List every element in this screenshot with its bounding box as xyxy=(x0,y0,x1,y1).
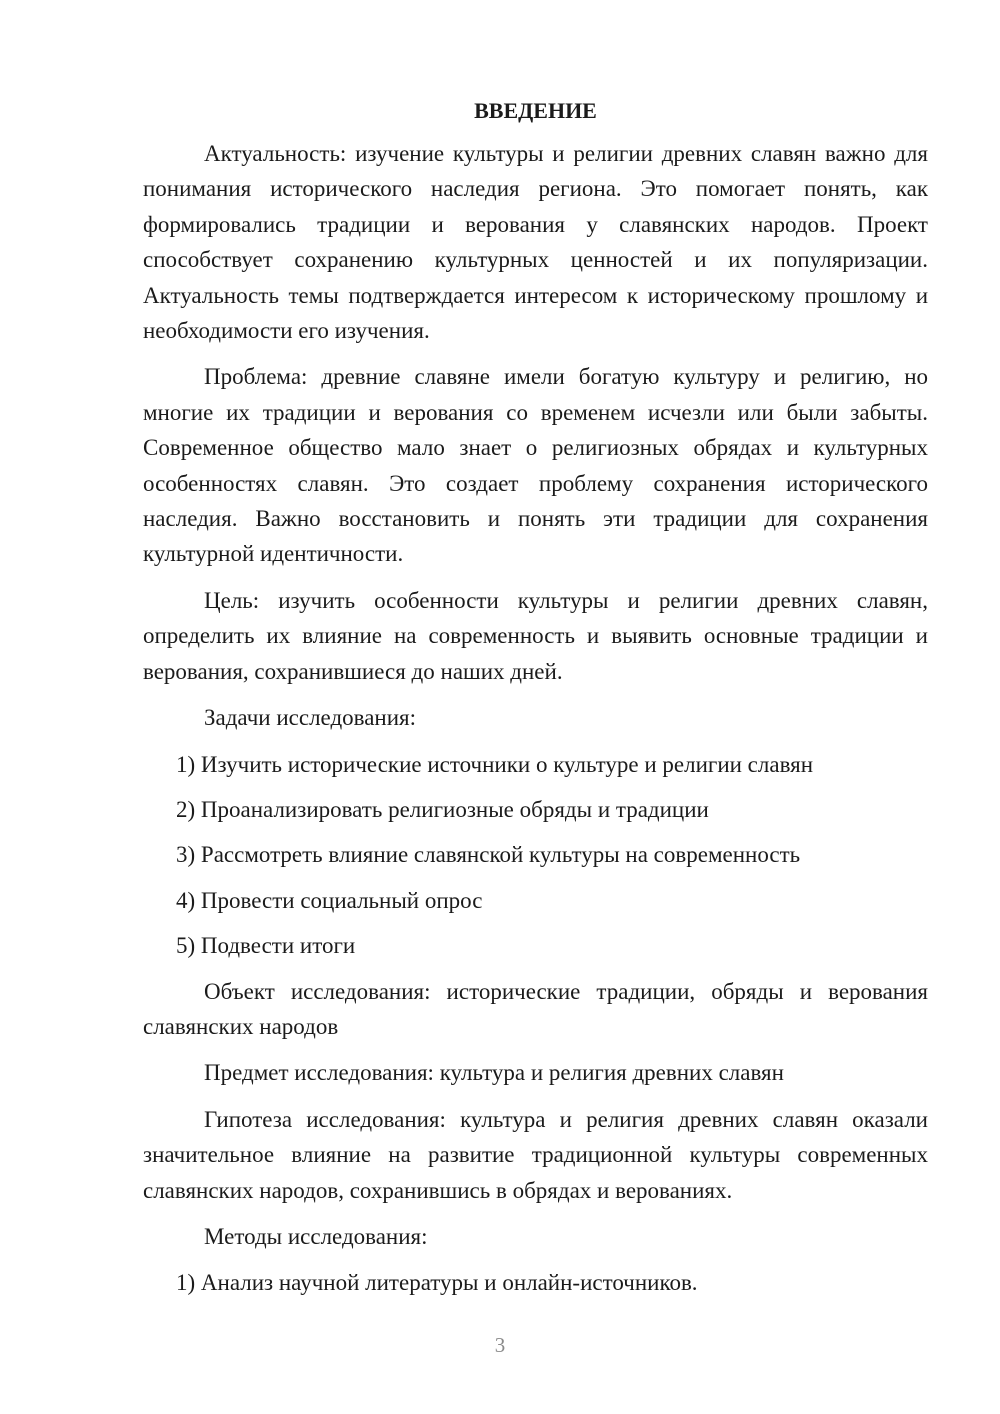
task-item-1: 1) Изучить исторические источники о культуре и религии славян xyxy=(176,751,814,777)
hypothesis-paragraph: Гипотеза исследования: культура и религия древних славян оказали значительное влияние на развитие традиционной культуры современных славянских народов, сохранившись в обрядах и верованиях. xyxy=(143,1106,928,1203)
tasks-heading: Задачи исследования: xyxy=(204,705,417,731)
task-item-2: 2) Проанализировать религиозные обряды и традиции xyxy=(176,796,709,822)
page-number: 3 xyxy=(494,1333,506,1357)
document-page xyxy=(143,92,928,1311)
task-item-5: 5) Подвести итоги xyxy=(176,933,356,959)
problem-paragraph: Проблема: древние славяне имели богатую культуру и религию, но многие их традиции и верования со временем исчезли или были забыты. Современное общество мало знает о религиозных обрядах и культурных особенностях славян. Это создает проблему сохранения исторического наследия. Важно восстановить и понять эти традиции для сохранения культурной идентичности. xyxy=(143,364,928,567)
subject-paragraph: Предмет исследования: культура и религия древних славян xyxy=(204,1060,784,1086)
goal-paragraph: Цель: изучить особенности культуры и религии древних славян, определить их влияние на современность и выявить основные традиции и верования, сохранившиеся до наших дней. xyxy=(143,587,928,684)
relevance-paragraph: Актуальность: изучение культуры и религии древних славян важно для понимания исторического наследия региона. Это помогает понять, как формировались традиции и верования у славянских народов. Проект способствует сохранению культурных ценностей и их популяризации. Актуальность темы подтверждается интересом к историческому прошлому и необходимости его изучения. xyxy=(143,141,928,344)
page-title: ВВЕДЕНИЕ xyxy=(474,98,597,123)
task-item-4: 4) Провести социальный опрос xyxy=(176,887,483,913)
task-item-3: 3) Рассмотреть влияние славянской культуры на современность xyxy=(176,842,801,868)
methods-heading: Методы исследования: xyxy=(204,1223,428,1249)
method-item-1: 1) Анализ научной литературы и онлайн-источников. xyxy=(176,1270,698,1296)
object-paragraph: Объект исследования: исторические традиции, обряды и верования славянских народов xyxy=(143,978,928,1039)
